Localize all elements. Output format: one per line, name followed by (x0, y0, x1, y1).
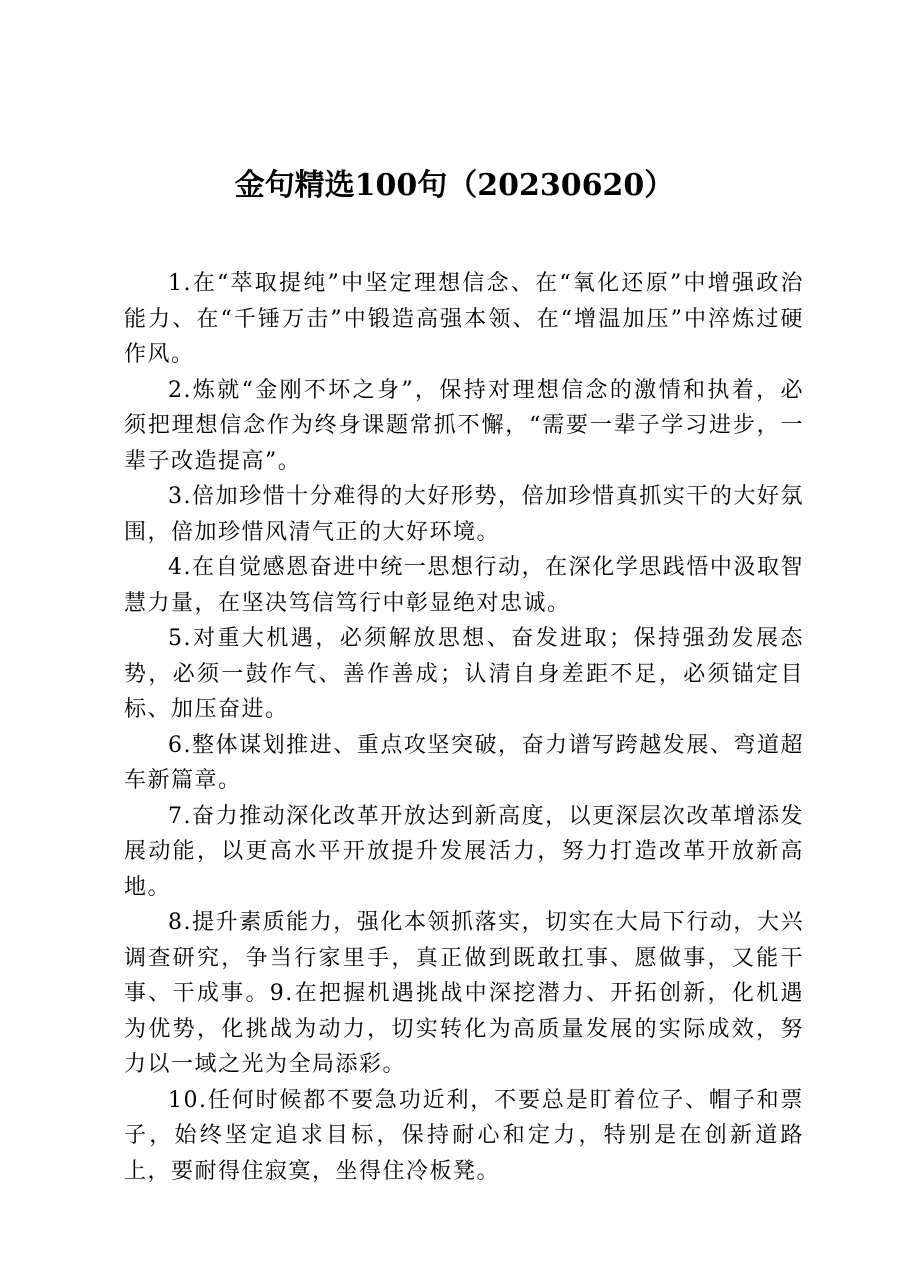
paragraph-6: 6.整体谋划推进、重点攻坚突破，奋力谱写跨越发展、弯道超车新篇章。 (124, 732, 804, 793)
paragraph-3: 3.倍加珍惜十分难得的大好形势，倍加珍惜真抓实干的大好氛围，倍加珍惜风清气正的大好环境。 (124, 484, 804, 545)
paragraph-5: 5.对重大机遇，必须解放思想、奋发进取；保持强劲发展态势，必须一鼓作气、善作善成；认清自身差距不足，必须锚定目标、加压奋进。 (124, 626, 804, 722)
document-title: 金句精选100句（20230620） (234, 168, 675, 203)
document-body (124, 266, 804, 1189)
paragraph-10: 10.任何时候都不要急功近利，不要总是盯着位子、帽子和票子，始终坚定追求目标，保持耐心和定力，特别是在创新道路上，要耐得住寂寞，坐得住冷板凳。 (124, 1087, 804, 1184)
paragraph-2: 2.炼就“金刚不坏之身”，保持对理想信念的激情和执着，必须把理想信念作为终身课题常抓不懈，“需要一辈子学习进步，一辈子改造提高”。 (124, 377, 804, 474)
paragraph-1: 1.在“萃取提纯”中坚定理想信念、在“氧化还原”中增强政治能力、在“千锤万击”中锻造高强本领、在“增温加压”中淬炼过硬作风。 (124, 271, 804, 367)
paragraph-7: 7.奋力推动深化改革开放达到新高度，以更深层次改革增添发展动能，以更高水平开放提升发展活力，努力打造改革开放新高地。 (124, 803, 804, 900)
paragraph-4: 4.在自觉感恩奋进中统一思想行动，在深化学思践悟中汲取智慧力量，在坚决笃信笃行中彰显绝对忠诚。 (124, 555, 804, 616)
paragraph-8: 8.提升素质能力，强化本领抓落实，切实在大局下行动，大兴调查研究，争当行家里手，真正做到既敢扛事、愿做事，又能干事、干成事。9.在把握机遇挑战中深挖潜力、开拓创新，化机遇为优势，化挑战为动力，切实转化为高质量发展的实际成效，努力以一域之光为全局添彩。 (124, 910, 804, 1077)
